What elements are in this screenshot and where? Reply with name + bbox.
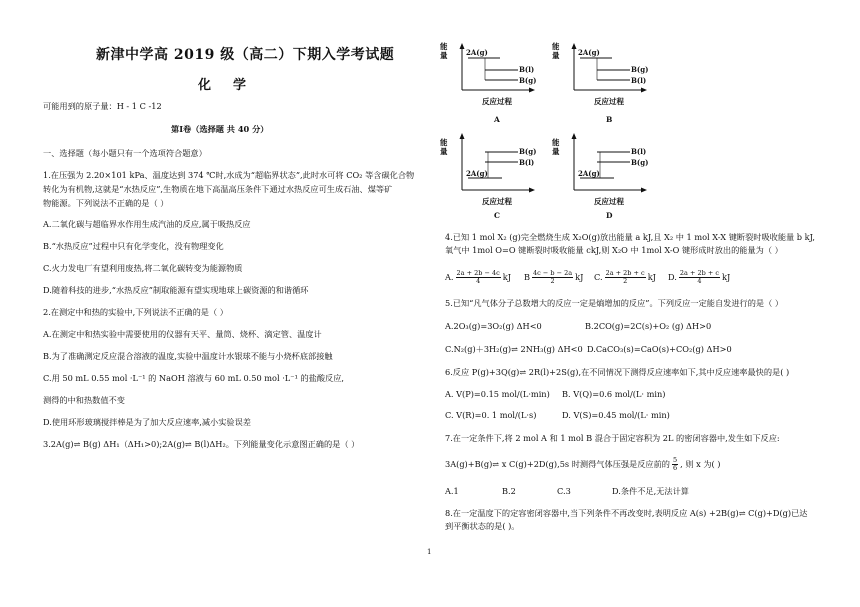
q3-stem: 3.2A(g)⇌ B(g) ΔH₁（ΔH₁>0);2A(g)⇌ B(l)ΔH₂。下列能量变化示意图正确的是（ ） [43, 439, 360, 449]
q4-a-num: 2a + 2b − 4c [456, 268, 500, 277]
diagram-c-ylabel: 能量 [440, 138, 448, 156]
q2-option-d: D.使用环形玻璃搅拌棒是为了加大反应速率,减小实验误差 [43, 417, 251, 427]
energy-diagram-d [552, 128, 647, 220]
q7-option-d: D.条件不足,无法计算 [612, 486, 689, 496]
section-heading: 第Ⅰ卷（选择题 共 40 分） [171, 124, 269, 134]
q4-b-fraction [532, 270, 573, 285]
diagram-d-ylabel: 能量 [552, 138, 560, 156]
diagram-b-xlabel: 反应过程 [594, 97, 624, 106]
q6-option-b: B. V(Q)=0.6 mol/(L· min) [562, 389, 666, 399]
q4-b-label: B [524, 271, 531, 282]
q4-a-den: 4 [476, 276, 481, 285]
diagram-c-2a: 2A(g) [466, 169, 488, 178]
diagram-b-upper: B(g) [631, 65, 649, 74]
diagram-b-lower: B(l) [631, 76, 647, 85]
q5-option-a: A.2O₃(g)=3O₂(g) ΔH<0 [445, 321, 542, 331]
q2-stem: 2.在测定中和热的实验中,下列说法不正确的是（ ） [43, 307, 228, 317]
q4-stem-line1: 4.已知 1 mol X₂ (g)完全燃烧生成 X₂O(g)放出能量 a kJ,且 X₂ 中 1 mol X-X 键断裂时吸收能量 b kJ, [445, 232, 816, 242]
q6-stem: 6.反应 P(g)+3Q(g)⇌ 2R(l)+2S(g),在不同情况下测得反应速率如下,其中反应速率最快的是( ) [445, 367, 790, 377]
diagram-a-xlabel: 反应过程 [482, 97, 512, 106]
q1-option-d: D.随着科技的进步,“水热反应”制取能源有望实现地球上碳资源的和谐循环 [43, 285, 309, 295]
energy-diagram-b [552, 40, 647, 132]
q5-option-b: B.2CO(g)=2C(s)+O₂ (g) ΔH>0 [585, 321, 712, 331]
q2-option-c-line2: 测得的中和热数值不变 [43, 395, 125, 405]
q6-option-d: D. V(S)=0.45 mol/(L· min) [562, 410, 670, 420]
q1-option-c: C.火力发电厂有望利用废热,将二氧化碳转变为能源物质 [43, 263, 243, 273]
q6-option-a: A. V(P)=0.15 mol/(L·min) [445, 389, 550, 399]
q4-d-num: 2a + 2b + c [679, 268, 719, 277]
energy-diagram-c [440, 128, 535, 220]
q5-stem: 5.已知“凡气体分子总数增大的反应一定是熵增加的反应”。下列反应一定能自发进行的是（ ） [445, 298, 784, 308]
diagram-d-lower: B(g) [631, 158, 649, 167]
diagram-d-2a: 2A(g) [578, 169, 600, 178]
diagram-c-upper: B(g) [519, 147, 537, 156]
q5-option-d: D.CaCO₃(s)=CaO(s)+CO₂(g) ΔH>0 [587, 344, 732, 354]
subject-title: 化学 [198, 78, 269, 93]
q4-c-den: 2 [623, 276, 628, 285]
q4-b-den: 2 [550, 276, 555, 285]
q4-d-fraction [679, 270, 720, 285]
q8-stem-line2: 到平衡状态的是( )。 [445, 521, 520, 531]
diagram-b-label: B [606, 115, 613, 124]
part-heading: 一、选择题（每小题只有一个选项符合题意） [43, 148, 207, 158]
diagram-a-upper: B(l) [519, 65, 535, 74]
q7-option-c: C.3 [557, 486, 571, 496]
q1-option-a: A.二氧化碳与超临界水作用生成汽油的反应,属于吸热反应 [43, 219, 251, 229]
q1-stem-line3: 物能源。下列说法不正确的是（ ） [43, 198, 169, 208]
q2-option-a: A.在测定中和热实验中需要使用的仪器有天平、量筒、烧杯、滴定管、温度计 [43, 329, 322, 339]
q4-c-label: C. [594, 271, 603, 282]
exam-title: 新津中学高 2019 级（高二）下期入学考试题 [96, 47, 395, 63]
diagram-d-upper: B(l) [631, 147, 647, 156]
q8-stem-line1: 8.在一定温度下的定容密闭容器中,当下列条件不再改变时,表明反应 A(s) +2B(g)⇌ C(g)+D(g)已达 [445, 508, 808, 518]
diagram-a-lower: B(g) [519, 76, 537, 85]
diagram-a-label: A [494, 115, 500, 124]
q4-d-unit: kJ [721, 271, 731, 282]
q7-stem-line2 [445, 452, 721, 476]
q4-d-den: 4 [697, 276, 702, 285]
q4-c-num: 2a + 2b + c [605, 268, 645, 277]
q4-c-unit: kJ [647, 271, 656, 282]
q4-option-b [524, 264, 583, 290]
q7-option-a: A.1 [445, 486, 459, 496]
q6-option-c: C. V(R)=0. 1 mol/(L·s) [445, 410, 537, 420]
q7-option-b: B.2 [502, 486, 516, 496]
q7-stem-part1: 3A(g)+B(g)⇌ x C(g)+2D(g),5s 时测得气体压强是反应前的 [445, 458, 670, 469]
diagram-a-ylabel: 能量 [440, 42, 448, 60]
energy-diagram-a [440, 40, 535, 132]
q4-c-fraction [605, 270, 646, 285]
q4-a-label: A. [445, 271, 454, 282]
q1-stem-line2: 转化为有机物,这就是“水热反应”,生物质在地下高温高压条件下通过水热反应可生成石油、煤等矿 [43, 184, 393, 194]
atomic-masses: 可能用到的原子量：H - 1 C -12 [43, 101, 162, 111]
q4-option-a [445, 264, 511, 290]
q4-option-d [668, 264, 730, 290]
q7-fraction [672, 457, 678, 472]
q4-a-unit: kJ [502, 271, 512, 282]
q2-option-c-line1: C.用 50 mL 0.55 mol ·L⁻¹ 的 NaOH 溶液与 60 mL 0.50 mol ·L⁻¹ 的盐酸反应, [43, 373, 344, 383]
q2-option-b: B.为了准确测定反应混合溶液的温度,实验中温度计水银球不能与小烧杯底部接触 [43, 351, 333, 361]
q7-stem-part2: , 则 x 为( ) [680, 458, 721, 469]
q4-b-unit: kJ [575, 271, 584, 282]
q7-stem-line1: 7.在一定条件下,将 2 mol A 和 1 mol B 混合于固定容积为 2L 的密闭容器中,发生如下反应: [445, 433, 780, 443]
q7-frac-den: 6 [672, 463, 678, 472]
q5-option-c: C.N₂(g)＋3H₂(g)⇌ 2NH₃(g) ΔH<0 [445, 344, 583, 354]
q4-d-label: D. [668, 271, 677, 282]
diagram-b-ylabel: 能量 [552, 42, 560, 60]
q1-option-b: B.“水热反应”过程中只有化学变化，没有物理变化 [43, 241, 224, 251]
q1-stem-line1: 1.在压强为 2.20×101 kPa、温度达到 374 ℃时,水成为“超临界状态”,此时水可将 CO₂ 等含碳化合物 [43, 170, 415, 180]
diagram-c-label: C [494, 211, 500, 220]
q7-frac-num: 5 [672, 455, 678, 464]
diagram-c-xlabel: 反应过程 [482, 197, 512, 206]
q4-stem-line2: 氧气中 1mol O=O 键断裂时吸收能量 ckJ,则 X₂O 中 1mol X-O 键形成时放出的能量为（ ） [445, 245, 783, 255]
diagram-c-lower: B(l) [519, 158, 535, 167]
diagram-a-2a: 2A(g) [466, 48, 488, 57]
q4-option-c [594, 264, 656, 290]
diagram-b-2a: 2A(g) [578, 48, 600, 57]
diagram-d-label: D [606, 211, 613, 220]
q4-a-fraction [456, 270, 501, 285]
page-number: 1 [427, 548, 432, 556]
q4-b-num: 4c − b − 2a [533, 268, 573, 277]
diagram-d-xlabel: 反应过程 [594, 197, 624, 206]
